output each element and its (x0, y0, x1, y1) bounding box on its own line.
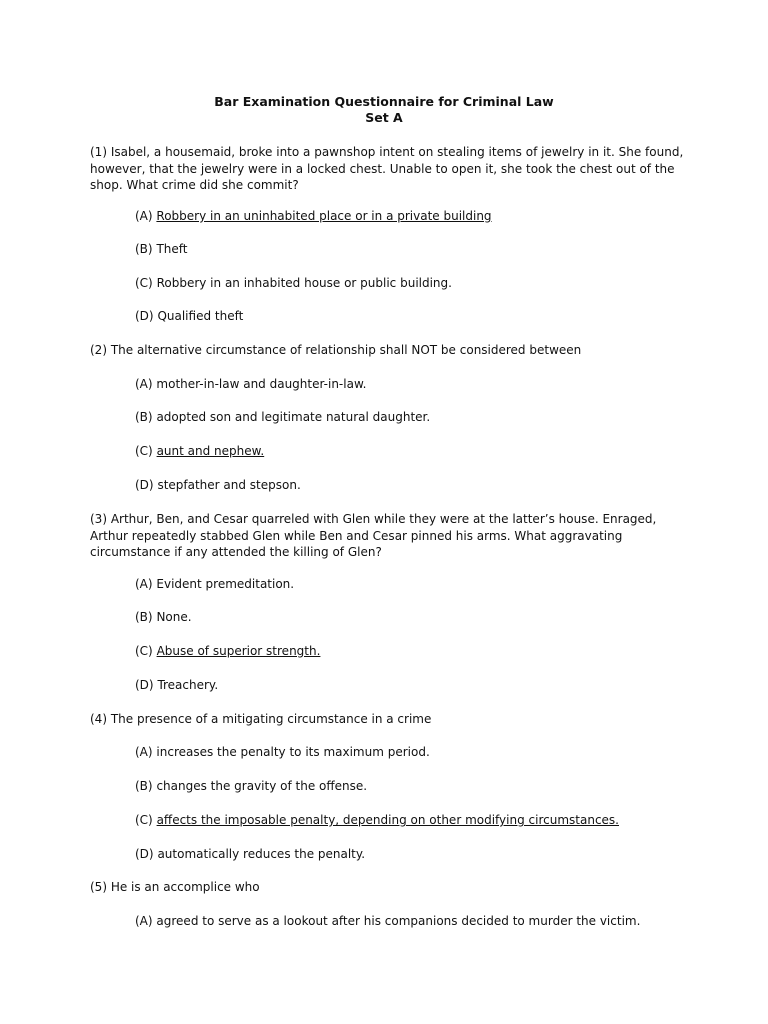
option-text: None. (156, 610, 192, 624)
option-letter: (D) (135, 309, 154, 323)
option-letter: (C) (135, 644, 153, 658)
option-letter: (A) (135, 577, 153, 591)
question-5-option-a (135, 913, 735, 930)
correct-answer: Robbery in an uninhabited place or in a private building (156, 209, 492, 223)
option-letter: (A) (135, 209, 153, 223)
option-letter: (D) (135, 478, 154, 492)
option-letter: (B) (135, 410, 153, 424)
question-4-option-a (135, 744, 735, 761)
question-3-option-b (135, 609, 735, 626)
option-letter: (D) (135, 678, 154, 692)
question-3-option-c (135, 643, 735, 660)
option-letter: (C) (135, 444, 153, 458)
document-subtitle: Set A (365, 110, 403, 125)
document-title: Bar Examination Questionnaire for Criminal Law (214, 94, 554, 109)
option-text: mother-in-law and daughter-in-law. (156, 377, 367, 391)
option-text: Theft (156, 242, 188, 256)
option-text: changes the gravity of the offense. (156, 779, 368, 793)
option-letter: (B) (135, 610, 153, 624)
option-letter: (C) (135, 276, 153, 290)
question-1-option-d (135, 308, 735, 325)
question-3-text: (3) Arthur, Ben, and Cesar quarreled with Glen while they were at the latter’s house. Enraged, Arthur repeatedly stabbed Glen while Ben and Cesar pinned his arms. What aggravating circumstance if any attended the killing of Glen? (90, 512, 657, 559)
option-letter: (A) (135, 745, 153, 759)
question-2-option-b (135, 409, 735, 426)
option-text: adopted son and legitimate natural daughter. (156, 410, 431, 424)
question-2-option-d (135, 477, 735, 494)
question-4-text: (4) The presence of a mitigating circumstance in a crime (90, 712, 432, 726)
correct-answer: Abuse of superior strength. (156, 644, 321, 658)
question-4-option-c (135, 812, 735, 829)
question-3-option-a (135, 576, 735, 593)
correct-answer: aunt and nephew. (156, 444, 265, 458)
option-letter: (A) (135, 914, 153, 928)
option-text: increases the penalty to its maximum period. (156, 745, 430, 759)
option-text: Robbery in an inhabited house or public building. (156, 276, 452, 290)
option-letter: (C) (135, 813, 153, 827)
option-letter: (D) (135, 847, 154, 861)
option-text: automatically reduces the penalty. (157, 847, 366, 861)
option-text: stepfather and stepson. (157, 478, 301, 492)
question-2-text: (2) The alternative circumstance of relationship shall NOT be considered between (90, 343, 582, 357)
question-1-option-c (135, 275, 735, 292)
option-letter: (B) (135, 779, 153, 793)
option-text: Treachery. (157, 678, 219, 692)
question-1-option-b (135, 241, 735, 258)
correct-answer: affects the imposable penalty, depending on other modifying circumstances. (156, 813, 619, 827)
question-1-option-a (135, 208, 735, 225)
question-4-option-d (135, 846, 735, 863)
question-4-option-b (135, 778, 735, 795)
option-text: Qualified theft (157, 309, 244, 323)
option-letter: (B) (135, 242, 153, 256)
question-2-option-c (135, 443, 735, 460)
question-5-text: (5) He is an accomplice who (90, 880, 260, 894)
question-2-option-a (135, 376, 735, 393)
option-text: Evident premeditation. (156, 577, 295, 591)
question-1-text: (1) Isabel, a housemaid, broke into a pawnshop intent on stealing items of jewelry in it. She found, however, that the jewelry were in a locked chest. Unable to open it, she took the chest out of the shop. What crime did she commit? (90, 145, 684, 192)
question-3-option-d (135, 677, 735, 694)
option-text: agreed to serve as a lookout after his companions decided to murder the victim. (156, 914, 641, 928)
option-letter: (A) (135, 377, 153, 391)
